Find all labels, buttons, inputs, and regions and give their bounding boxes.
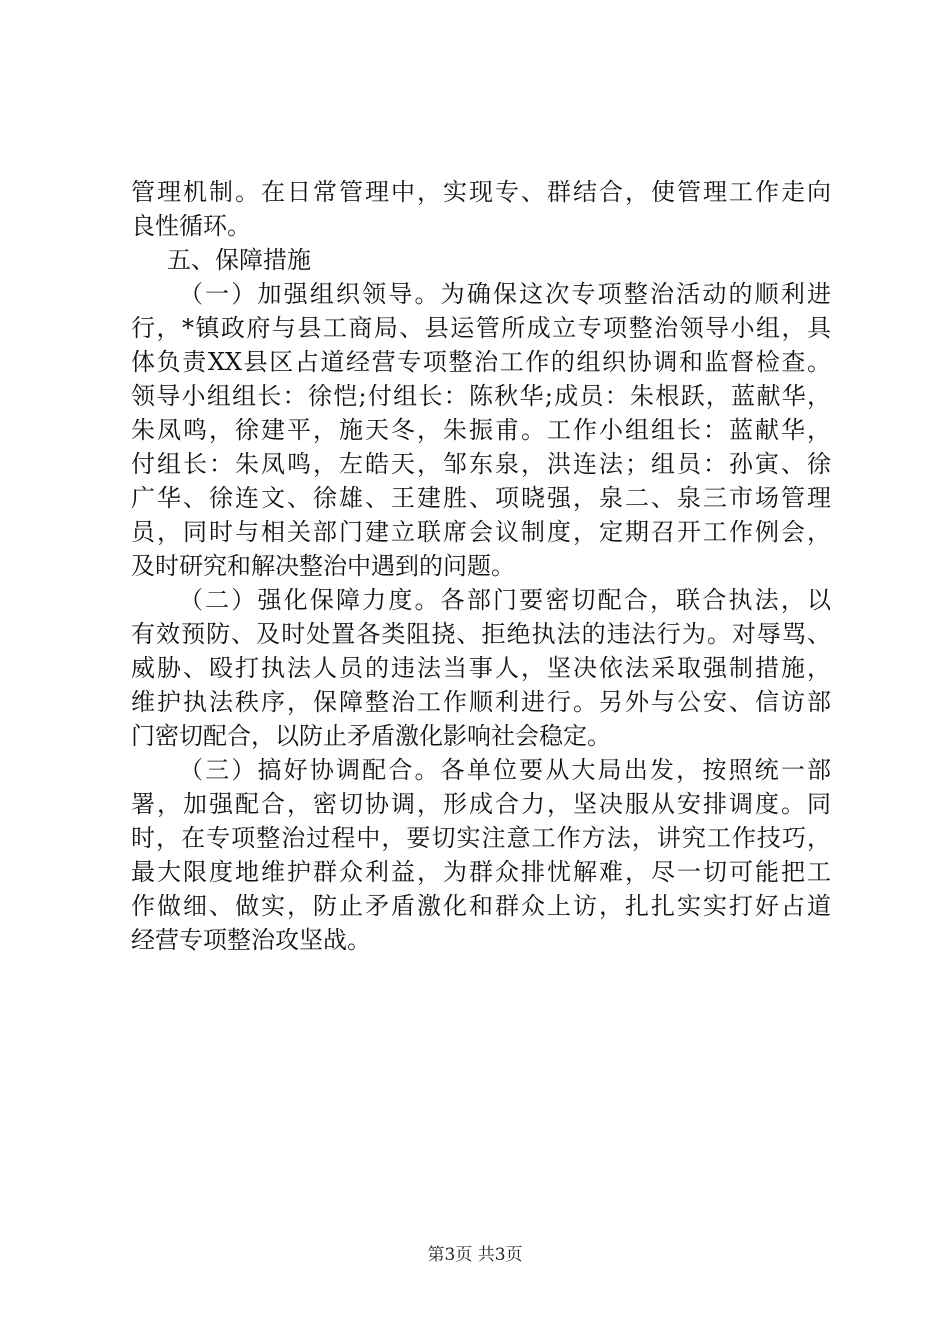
paragraph-first-line: （三）搞好协调配合。各单位要从大局出发，按照统一部 xyxy=(179,756,831,784)
body-line: 经营专项整治攻坚战。 xyxy=(131,926,371,954)
document-body xyxy=(131,175,831,957)
body-line: 有效预防、及时处置各类阻挠、拒绝执法的违法行为。对辱骂、 xyxy=(131,620,831,648)
paragraph-first-line: （一）加强组织领导。为确保这次专项整治活动的顺利进 xyxy=(179,280,831,308)
paragraph-first-line: （二）强化保障力度。各部门要密切配合，联合执法，以 xyxy=(179,586,831,614)
body-line: 朱凤鸣，徐建平，施天冬，朱振甫。工作小组组长：蓝献华， xyxy=(131,416,831,444)
body-line: 署，加强配合，密切协调，形成合力，坚决服从安排调度。同 xyxy=(131,790,831,818)
body-line: 付组长：朱凤鸣，左皓天，邹东泉，洪连法；组员：孙寅、徐 xyxy=(131,450,831,478)
body-line: 维护执法秩序，保障整治工作顺利进行。另外与公安、信访部 xyxy=(131,688,831,716)
page-number-footer: 第3页 共3页 xyxy=(427,1245,523,1265)
body-line: 门密切配合，以防止矛盾激化影响社会稳定。 xyxy=(131,722,611,750)
body-line: 行，*镇政府与县工商局、县运管所成立专项整治领导小组，具 xyxy=(131,314,831,342)
body-line: 作做细、做实，防止矛盾激化和群众上访，扎扎实实打好占道 xyxy=(131,892,831,920)
body-line: 时，在专项整治过程中，要切实注意工作方法，讲究工作技巧， xyxy=(131,824,831,852)
body-line: 良性循环。 xyxy=(131,212,251,240)
body-line: 最大限度地维护群众利益，为群众排忧解难，尽一切可能把工 xyxy=(131,858,831,886)
body-line: 领导小组组长：徐恺;付组长：陈秋华;成员：朱根跃，蓝献华， xyxy=(131,382,831,410)
body-line: 管理机制。在日常管理中，实现专、群结合，使管理工作走向 xyxy=(131,178,831,206)
body-line: 威胁、殴打执法人员的违法当事人，坚决依法采取强制措施， xyxy=(131,654,831,682)
body-line: 广华、徐连文、徐雄、王建胜、项晓强，泉二、泉三市场管理 xyxy=(131,484,831,512)
section-heading: 五、保障措施 xyxy=(167,246,311,274)
body-line: 体负责XX县区占道经营专项整治工作的组织协调和监督检查。 xyxy=(131,348,831,376)
body-line: 员，同时与相关部门建立联席会议制度，定期召开工作例会， xyxy=(131,518,831,546)
body-line: 及时研究和解决整治中遇到的问题。 xyxy=(131,552,515,580)
